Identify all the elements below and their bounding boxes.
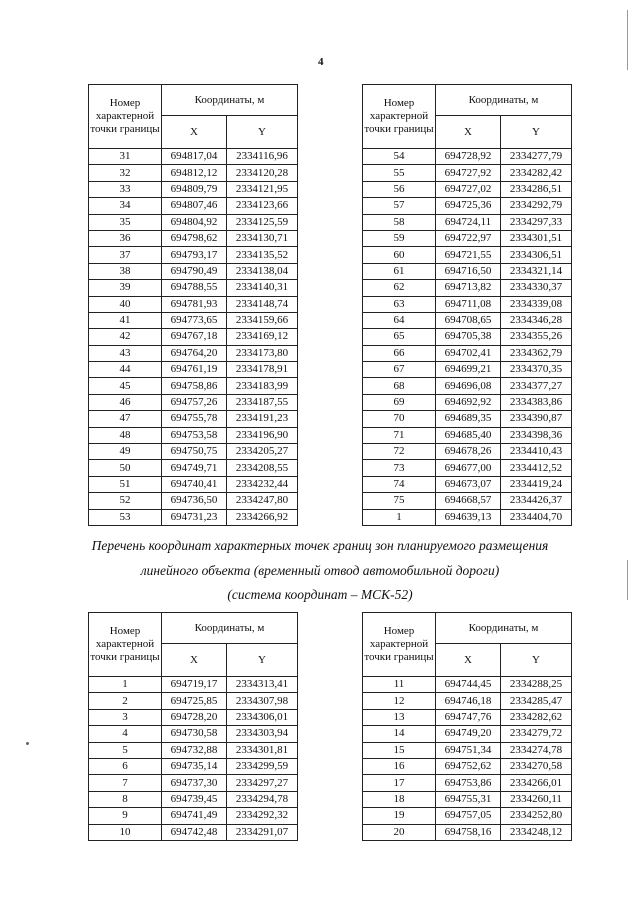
x-coordinate-cell: 694735,14 [162, 758, 227, 774]
y-coordinate-cell: 2334120,28 [227, 165, 298, 181]
point-number-cell: 32 [89, 165, 162, 181]
x-coordinate-cell: 694755,78 [162, 411, 227, 427]
table-row [89, 198, 298, 214]
point-number-cell: 46 [89, 394, 162, 410]
x-coordinate-cell: 694705,38 [436, 329, 501, 345]
point-number-cell: 49 [89, 444, 162, 460]
table-row [89, 791, 298, 807]
x-coordinate-cell: 694730,58 [162, 726, 227, 742]
x-coordinate-cell: 694639,13 [436, 509, 501, 525]
y-coordinate-cell: 2334390,87 [501, 411, 572, 427]
point-number-cell: 57 [363, 198, 436, 214]
x-coordinate-cell: 694685,40 [436, 427, 501, 443]
y-coordinate-cell: 2334208,55 [227, 460, 298, 476]
y-coordinate-cell: 2334123,66 [227, 198, 298, 214]
x-coordinate-cell: 694757,05 [436, 808, 501, 824]
y-coordinate-cell: 2334140,31 [227, 280, 298, 296]
y-coordinate-cell: 2334260,11 [501, 791, 572, 807]
x-coordinate-cell: 694750,75 [162, 444, 227, 460]
point-number-cell: 40 [89, 296, 162, 312]
x-coordinate-cell: 694727,02 [436, 181, 501, 197]
point-number-cell: 1 [89, 677, 162, 693]
x-coordinate-cell: 694749,20 [436, 726, 501, 742]
x-coordinate-cell: 694673,07 [436, 476, 501, 492]
table-row [363, 808, 572, 824]
table-row [363, 329, 572, 345]
point-number-cell: 39 [89, 280, 162, 296]
point-number-cell: 1 [363, 509, 436, 525]
point-number-cell: 60 [363, 247, 436, 263]
point-number-cell: 53 [89, 509, 162, 525]
point-number-cell: 8 [89, 791, 162, 807]
table-row [363, 247, 572, 263]
point-number-cell: 15 [363, 742, 436, 758]
scan-edge-line [627, 10, 628, 70]
table-row [89, 345, 298, 361]
y-coordinate-cell: 2334306,51 [501, 247, 572, 263]
table-row [89, 808, 298, 824]
x-coordinate-cell: 694807,46 [162, 198, 227, 214]
point-number-cell: 65 [363, 329, 436, 345]
point-number-cell: 70 [363, 411, 436, 427]
point-number-cell: 56 [363, 181, 436, 197]
y-coordinate-cell: 2334426,37 [501, 493, 572, 509]
header-coordinates: Координаты, м [436, 85, 572, 116]
table-row [363, 394, 572, 410]
point-number-cell: 19 [363, 808, 436, 824]
table-row [363, 362, 572, 378]
point-number-cell: 4 [89, 726, 162, 742]
x-coordinate-cell: 694708,65 [436, 312, 501, 328]
y-coordinate-cell: 2334279,72 [501, 726, 572, 742]
point-number-cell: 52 [89, 493, 162, 509]
table-row [363, 312, 572, 328]
x-coordinate-cell: 694788,55 [162, 280, 227, 296]
table-row [89, 378, 298, 394]
header-x: X [436, 116, 501, 149]
point-number-cell: 43 [89, 345, 162, 361]
table-row [363, 345, 572, 361]
point-number-cell: 5 [89, 742, 162, 758]
y-coordinate-cell: 2334196,90 [227, 427, 298, 443]
table-row [363, 709, 572, 725]
x-coordinate-cell: 694689,35 [436, 411, 501, 427]
table-row [89, 149, 298, 165]
point-number-cell: 59 [363, 230, 436, 246]
x-coordinate-cell: 694699,21 [436, 362, 501, 378]
point-number-cell: 47 [89, 411, 162, 427]
y-coordinate-cell: 2334410,43 [501, 444, 572, 460]
point-number-cell: 67 [363, 362, 436, 378]
point-number-cell: 74 [363, 476, 436, 492]
x-coordinate-cell: 694798,62 [162, 230, 227, 246]
x-coordinate-cell: 694793,17 [162, 247, 227, 263]
table-row [89, 476, 298, 492]
x-coordinate-cell: 694732,88 [162, 742, 227, 758]
table-row [89, 247, 298, 263]
x-coordinate-cell: 694804,92 [162, 214, 227, 230]
y-coordinate-cell: 2334138,04 [227, 263, 298, 279]
x-coordinate-cell: 694755,31 [436, 791, 501, 807]
header-coordinates: Координаты, м [162, 613, 298, 644]
y-coordinate-cell: 2334297,27 [227, 775, 298, 791]
x-coordinate-cell: 694713,82 [436, 280, 501, 296]
y-coordinate-cell: 2334303,94 [227, 726, 298, 742]
table-row [89, 509, 298, 525]
table-row [89, 165, 298, 181]
point-number-cell: 17 [363, 775, 436, 791]
x-coordinate-cell: 694741,49 [162, 808, 227, 824]
x-coordinate-cell: 694812,12 [162, 165, 227, 181]
caption-line-3: (система координат – МСК-52) [227, 587, 413, 602]
point-number-cell: 11 [363, 677, 436, 693]
point-number-cell: 33 [89, 181, 162, 197]
point-number-cell: 51 [89, 476, 162, 492]
x-coordinate-cell: 694724,11 [436, 214, 501, 230]
table-row [363, 263, 572, 279]
point-number-cell: 2 [89, 693, 162, 709]
page-number: 4 [318, 56, 324, 68]
x-coordinate-cell: 694749,71 [162, 460, 227, 476]
table-row [89, 677, 298, 693]
x-coordinate-cell: 694817,04 [162, 149, 227, 165]
x-coordinate-cell: 694702,41 [436, 345, 501, 361]
point-number-cell: 54 [363, 149, 436, 165]
y-coordinate-cell: 2334121,95 [227, 181, 298, 197]
table-row [363, 677, 572, 693]
x-coordinate-cell: 694809,79 [162, 181, 227, 197]
y-coordinate-cell: 2334398,36 [501, 427, 572, 443]
y-coordinate-cell: 2334292,32 [227, 808, 298, 824]
table-row [89, 214, 298, 230]
x-coordinate-cell: 694764,20 [162, 345, 227, 361]
x-coordinate-cell: 694731,23 [162, 509, 227, 525]
x-coordinate-cell: 694727,92 [436, 165, 501, 181]
header-point-number: Номер характерной точки границы [363, 85, 436, 149]
point-number-cell: 58 [363, 214, 436, 230]
x-coordinate-cell: 694711,08 [436, 296, 501, 312]
table-row [89, 758, 298, 774]
x-coordinate-cell: 694721,55 [436, 247, 501, 263]
y-coordinate-cell: 2334248,12 [501, 824, 572, 840]
y-coordinate-cell: 2334232,44 [227, 476, 298, 492]
header-y: Y [227, 644, 298, 677]
table-row [89, 460, 298, 476]
scan-speck [26, 742, 29, 745]
table-row [363, 775, 572, 791]
y-coordinate-cell: 2334299,59 [227, 758, 298, 774]
table-row [363, 280, 572, 296]
table-row [89, 394, 298, 410]
x-coordinate-cell: 694736,50 [162, 493, 227, 509]
x-coordinate-cell: 694737,30 [162, 775, 227, 791]
point-number-cell: 75 [363, 493, 436, 509]
y-coordinate-cell: 2334294,78 [227, 791, 298, 807]
y-coordinate-cell: 2334183,99 [227, 378, 298, 394]
table-row [363, 378, 572, 394]
y-coordinate-cell: 2334266,92 [227, 509, 298, 525]
y-coordinate-cell: 2334169,12 [227, 329, 298, 345]
scan-edge-line-lower [627, 560, 628, 600]
table-row [363, 411, 572, 427]
point-number-cell: 35 [89, 214, 162, 230]
y-coordinate-cell: 2334404,70 [501, 509, 572, 525]
y-coordinate-cell: 2334135,52 [227, 247, 298, 263]
table-row [363, 181, 572, 197]
point-number-cell: 7 [89, 775, 162, 791]
y-coordinate-cell: 2334306,01 [227, 709, 298, 725]
table-row [363, 149, 572, 165]
table-row [363, 230, 572, 246]
y-coordinate-cell: 2334370,35 [501, 362, 572, 378]
table-row [363, 296, 572, 312]
table-row [363, 824, 572, 840]
table-row [89, 329, 298, 345]
y-coordinate-cell: 2334286,51 [501, 181, 572, 197]
header-y: Y [501, 644, 572, 677]
y-coordinate-cell: 2334330,37 [501, 280, 572, 296]
point-number-cell: 34 [89, 198, 162, 214]
point-number-cell: 66 [363, 345, 436, 361]
point-number-cell: 73 [363, 460, 436, 476]
header-y: Y [501, 116, 572, 149]
x-coordinate-cell: 694746,18 [436, 693, 501, 709]
table-row [89, 775, 298, 791]
table-row [89, 411, 298, 427]
header-x: X [162, 644, 227, 677]
x-coordinate-cell: 694719,17 [162, 677, 227, 693]
table-row [89, 296, 298, 312]
x-coordinate-cell: 694742,48 [162, 824, 227, 840]
point-number-cell: 16 [363, 758, 436, 774]
y-coordinate-cell: 2334187,55 [227, 394, 298, 410]
x-coordinate-cell: 694744,45 [436, 677, 501, 693]
point-number-cell: 12 [363, 693, 436, 709]
x-coordinate-cell: 694753,86 [436, 775, 501, 791]
header-point-number: Номер характерной точки границы [363, 613, 436, 677]
point-number-cell: 48 [89, 427, 162, 443]
x-coordinate-cell: 694753,58 [162, 427, 227, 443]
x-coordinate-cell: 694722,97 [436, 230, 501, 246]
table-row [363, 791, 572, 807]
point-number-cell: 61 [363, 263, 436, 279]
y-coordinate-cell: 2334307,98 [227, 693, 298, 709]
y-coordinate-cell: 2334282,62 [501, 709, 572, 725]
caption-line-2: линейного объекта (временный отвод автомобильной дороги) [140, 563, 500, 578]
caption-line-1: Перечень координат характерных точек границ зон планируемого размещения [91, 538, 549, 553]
point-number-cell: 10 [89, 824, 162, 840]
point-number-cell: 13 [363, 709, 436, 725]
table-row [89, 312, 298, 328]
y-coordinate-cell: 2334205,27 [227, 444, 298, 460]
point-number-cell: 69 [363, 394, 436, 410]
table-row [363, 460, 572, 476]
table-row [89, 427, 298, 443]
table-row [89, 362, 298, 378]
y-coordinate-cell: 2334321,14 [501, 263, 572, 279]
y-coordinate-cell: 2334191,23 [227, 411, 298, 427]
x-coordinate-cell: 694773,65 [162, 312, 227, 328]
y-coordinate-cell: 2334301,81 [227, 742, 298, 758]
y-coordinate-cell: 2334288,25 [501, 677, 572, 693]
y-coordinate-cell: 2334266,01 [501, 775, 572, 791]
y-coordinate-cell: 2334159,66 [227, 312, 298, 328]
x-coordinate-cell: 694692,92 [436, 394, 501, 410]
point-number-cell: 9 [89, 808, 162, 824]
y-coordinate-cell: 2334282,42 [501, 165, 572, 181]
point-number-cell: 14 [363, 726, 436, 742]
x-coordinate-cell: 694751,34 [436, 742, 501, 758]
y-coordinate-cell: 2334252,80 [501, 808, 572, 824]
x-coordinate-cell: 694677,00 [436, 460, 501, 476]
table-row [363, 214, 572, 230]
header-x: X [436, 644, 501, 677]
y-coordinate-cell: 2334355,26 [501, 329, 572, 345]
table-row [363, 493, 572, 509]
table-row [89, 444, 298, 460]
header-coordinates: Координаты, м [436, 613, 572, 644]
point-number-cell: 37 [89, 247, 162, 263]
x-coordinate-cell: 694757,26 [162, 394, 227, 410]
coordinates-table-bottom-left [88, 612, 298, 841]
table-row [89, 263, 298, 279]
table-row [89, 693, 298, 709]
point-number-cell: 31 [89, 149, 162, 165]
x-coordinate-cell: 694781,93 [162, 296, 227, 312]
point-number-cell: 72 [363, 444, 436, 460]
table-row [89, 742, 298, 758]
table-row [89, 181, 298, 197]
table-row [89, 230, 298, 246]
point-number-cell: 64 [363, 312, 436, 328]
x-coordinate-cell: 694761,19 [162, 362, 227, 378]
y-coordinate-cell: 2334383,86 [501, 394, 572, 410]
y-coordinate-cell: 2334130,71 [227, 230, 298, 246]
y-coordinate-cell: 2334148,74 [227, 296, 298, 312]
y-coordinate-cell: 2334297,33 [501, 214, 572, 230]
y-coordinate-cell: 2334339,08 [501, 296, 572, 312]
point-number-cell: 36 [89, 230, 162, 246]
table-row [89, 709, 298, 725]
x-coordinate-cell: 694725,36 [436, 198, 501, 214]
y-coordinate-cell: 2334274,78 [501, 742, 572, 758]
point-number-cell: 18 [363, 791, 436, 807]
table-row [363, 476, 572, 492]
x-coordinate-cell: 694740,41 [162, 476, 227, 492]
y-coordinate-cell: 2334313,41 [227, 677, 298, 693]
y-coordinate-cell: 2334419,24 [501, 476, 572, 492]
x-coordinate-cell: 694678,26 [436, 444, 501, 460]
table-row [363, 444, 572, 460]
point-number-cell: 44 [89, 362, 162, 378]
table-row [89, 493, 298, 509]
table-row [363, 726, 572, 742]
point-number-cell: 6 [89, 758, 162, 774]
y-coordinate-cell: 2334362,79 [501, 345, 572, 361]
y-coordinate-cell: 2334270,58 [501, 758, 572, 774]
y-coordinate-cell: 2334291,07 [227, 824, 298, 840]
y-coordinate-cell: 2334247,80 [227, 493, 298, 509]
x-coordinate-cell: 694767,18 [162, 329, 227, 345]
point-number-cell: 3 [89, 709, 162, 725]
x-coordinate-cell: 694752,62 [436, 758, 501, 774]
x-coordinate-cell: 694716,50 [436, 263, 501, 279]
table-row [89, 280, 298, 296]
y-coordinate-cell: 2334116,96 [227, 149, 298, 165]
coordinates-table-top-left [88, 84, 298, 526]
x-coordinate-cell: 694790,49 [162, 263, 227, 279]
point-number-cell: 55 [363, 165, 436, 181]
table-row [363, 165, 572, 181]
table-row [363, 198, 572, 214]
x-coordinate-cell: 694728,20 [162, 709, 227, 725]
point-number-cell: 71 [363, 427, 436, 443]
point-number-cell: 42 [89, 329, 162, 345]
header-coordinates: Координаты, м [162, 85, 298, 116]
x-coordinate-cell: 694725,85 [162, 693, 227, 709]
y-coordinate-cell: 2334285,47 [501, 693, 572, 709]
point-number-cell: 62 [363, 280, 436, 296]
table-row [363, 427, 572, 443]
y-coordinate-cell: 2334277,79 [501, 149, 572, 165]
x-coordinate-cell: 694739,45 [162, 791, 227, 807]
point-number-cell: 20 [363, 824, 436, 840]
y-coordinate-cell: 2334412,52 [501, 460, 572, 476]
y-coordinate-cell: 2334301,51 [501, 230, 572, 246]
table-row [89, 824, 298, 840]
point-number-cell: 38 [89, 263, 162, 279]
table-row [363, 758, 572, 774]
x-coordinate-cell: 694696,08 [436, 378, 501, 394]
table-row [89, 726, 298, 742]
point-number-cell: 45 [89, 378, 162, 394]
y-coordinate-cell: 2334125,59 [227, 214, 298, 230]
point-number-cell: 41 [89, 312, 162, 328]
coordinates-table-bottom-right [362, 612, 572, 841]
y-coordinate-cell: 2334173,80 [227, 345, 298, 361]
x-coordinate-cell: 694747,76 [436, 709, 501, 725]
header-point-number: Номер характерной точки границы [89, 613, 162, 677]
header-x: X [162, 116, 227, 149]
x-coordinate-cell: 694758,16 [436, 824, 501, 840]
x-coordinate-cell: 694668,57 [436, 493, 501, 509]
x-coordinate-cell: 694758,86 [162, 378, 227, 394]
x-coordinate-cell: 694728,92 [436, 149, 501, 165]
point-number-cell: 63 [363, 296, 436, 312]
y-coordinate-cell: 2334292,79 [501, 198, 572, 214]
coordinates-table-top-right [362, 84, 572, 526]
y-coordinate-cell: 2334377,27 [501, 378, 572, 394]
table-row [363, 742, 572, 758]
point-number-cell: 68 [363, 378, 436, 394]
table-row [363, 509, 572, 525]
y-coordinate-cell: 2334178,91 [227, 362, 298, 378]
table-row [363, 693, 572, 709]
point-number-cell: 50 [89, 460, 162, 476]
y-coordinate-cell: 2334346,28 [501, 312, 572, 328]
header-y: Y [227, 116, 298, 149]
header-point-number: Номер характерной точки границы [89, 85, 162, 149]
